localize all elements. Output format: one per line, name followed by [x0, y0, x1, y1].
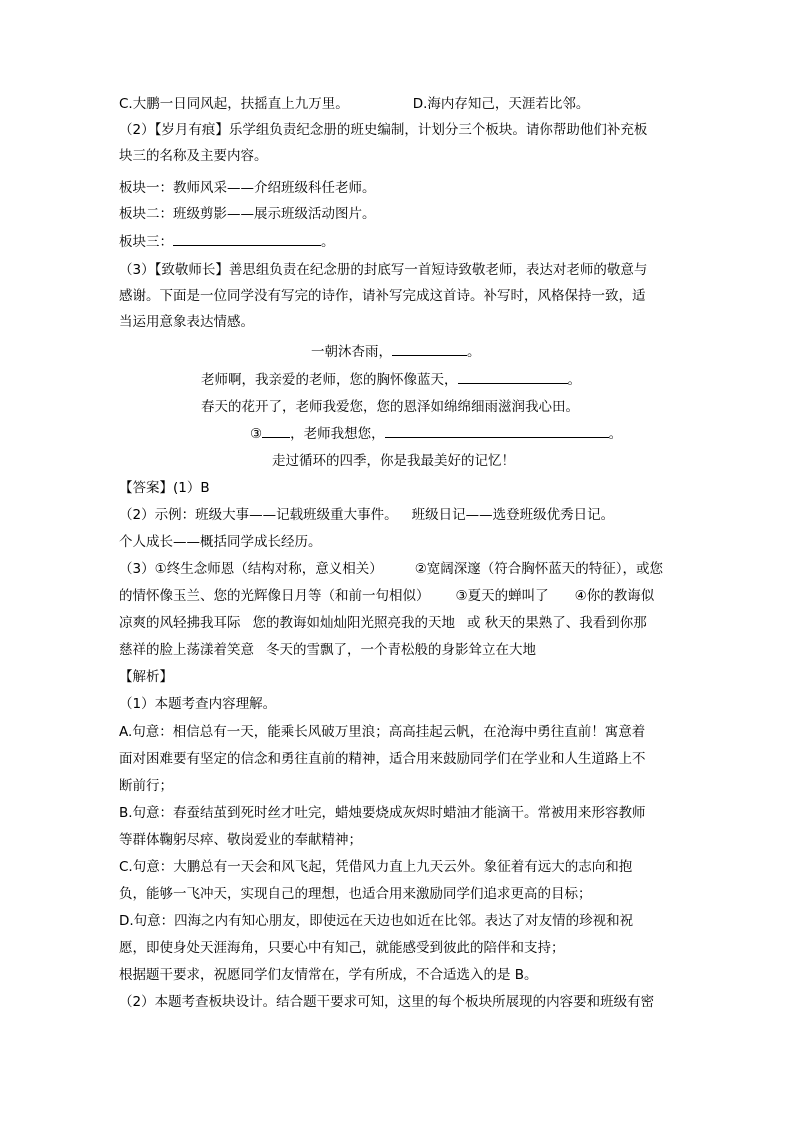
answer-3-line-2: 的情怀像玉兰、您的光辉像日月等（和前一句相似） ③夏天的蝉叫了 ④你的教诲似: [119, 588, 655, 604]
q3-line-3: 当运用意象表达情感。: [119, 314, 254, 330]
analysis-d-line-1: D.句意：四海之内有知心朋友，即使远在天边也如近在比邻。表达了对友情的珍视和祝: [119, 913, 634, 929]
answer-2-line-1: （2）示例：班级大事——记载班级重大事件。 班级日记——选登班级优秀日记。: [119, 507, 615, 523]
analysis-c-line-2: 负，能够一飞冲天，实现自己的理想，也适合用来激励同学们追求更高的目标；: [119, 886, 592, 902]
answer-2-line-2: 个人成长——概括同学成长经历。: [119, 534, 322, 550]
answer-blank: [385, 422, 609, 438]
poem-line-2: 老师啊，我亲爱的老师，您的胸怀像蓝天， 。: [201, 367, 682, 393]
answer-blank: [392, 340, 467, 356]
analysis-b-line-2: 等群体鞠躬尽瘁、敬岗爱业的奉献精神；: [119, 832, 362, 848]
analysis-c-line-1: C.句意：大鹏总有一天会和风飞起，凭借风力直上九天云外。象征着有远大的志向和抱: [119, 859, 633, 875]
poem-line-5: 走过循环的四季，你是我最美好的记忆！: [272, 453, 515, 469]
answer-3-line-1: （3）①终生念师恩（结构对称，意义相关） ②宽阔深邃（符合胸怀蓝天的特征），或您: [119, 561, 664, 577]
analysis-b-line-1: B.句意：春蚕结茧到死时丝才吐完，蜡烛要烧成灰烬时蜡油才能滴干。常被用来形容教师: [119, 805, 646, 821]
answer-blank: [262, 422, 290, 438]
poem-line-1: 一朝沐杏雨， 。: [311, 339, 682, 365]
analysis-p2: （2）本题考查板块设计。结合题干要求可知，这里的每个板块所展现的内容要和班级有密: [119, 994, 655, 1010]
option-line-cd: [119, 91, 682, 117]
poem-line-4: ③ ，老师我想您， 。: [250, 421, 682, 447]
q3-line-1: （3）【致敬师长】善思组负责在纪念册的封底写一首短诗致敬老师，表达对老师的敬意与: [119, 262, 648, 278]
analysis-a-line-2: 面对困难要有坚定的信念和勇往直前的精神，适合用来鼓励同学们在学业和人生道路上不: [119, 751, 646, 767]
block-2-text: 板块二：班级剪影——展示班级活动图片。: [119, 206, 376, 222]
answer-3-line-3: 凉爽的风轻拂我耳际 您的教诲如灿灿阳光照亮我的天地 或 秋天的果熟了、我看到你那: [119, 615, 647, 631]
analysis-a-line-1: A.句意：相信总有一天，能乘长风破万里浪；高高挂起云帆，在沧海中勇往直前！寓意着: [119, 724, 646, 740]
option-c: C.大鹏一日同风起，扶摇直上九万里。: [119, 96, 349, 112]
poem-line-3: 春天的花开了，老师我爱您，您的恩泽如绵绵细雨滋润我心田。: [201, 399, 579, 415]
analysis-conclusion: 根据题干要求，祝愿同学们友情常在，学有所成，不合适选入的是 B。: [119, 967, 538, 983]
answer-blank: [458, 368, 568, 384]
block-3-label: 板块三：: [119, 234, 173, 250]
analysis-a-line-3: 断前行；: [119, 778, 173, 794]
option-d: D.海内存知己，天涯若比邻。: [412, 96, 590, 112]
q3-line-2: 感谢。下面是一位同学没有写完的诗作，请补写完成这首诗。补写时，风格保持一致，适: [119, 288, 646, 304]
q2-line-1: （2）【岁月有痕】乐学组负责纪念册的班史编制，计划分三个板块。请你帮助他们补充板: [119, 122, 648, 138]
analysis-d-line-2: 愿，即使身处天涯海角，只要心中有知己，就能感受到彼此的陪伴和支持；: [119, 940, 565, 956]
block-1-text: 板块一：教师风采——介绍班级科任老师。: [119, 180, 376, 196]
q2-line-2: 块三的名称及主要内容。: [119, 148, 268, 164]
block-3-line: [119, 229, 682, 255]
answer-3-line-4: 慈祥的脸上荡漾着笑意 冬天的雪飘了，一个青松般的身影耸立在大地: [119, 642, 536, 658]
analysis-heading: 【解析】: [119, 669, 173, 685]
block-3-end: 。: [321, 234, 335, 250]
analysis-p1: （1）本题考查内容理解。: [119, 696, 277, 712]
answer-1: 【答案】(1）B: [119, 480, 210, 496]
answer-blank: [173, 230, 321, 246]
